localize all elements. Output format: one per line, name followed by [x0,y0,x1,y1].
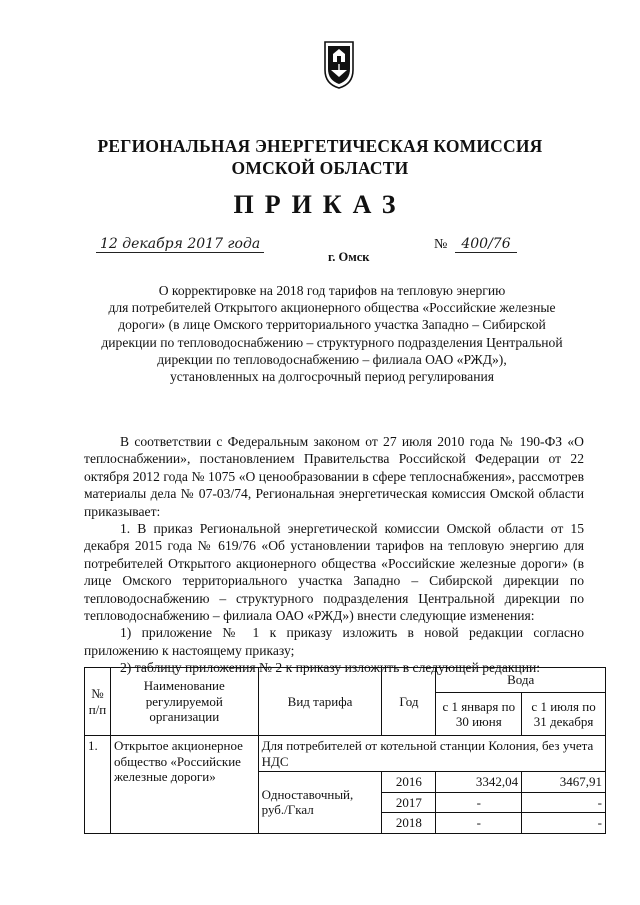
subject-line: дороги» (в лице Омского территориального участка Западно – Сибирской [118,317,546,333]
row-value-h1: - [436,792,522,813]
header-tariff-type: Вид тарифа [258,668,382,736]
header-year: Год [382,668,436,736]
subject-line: дирекции по тепловодоснабжению – структурного подразделения Центральной [101,334,563,350]
row-value-h2: 3467,91 [522,772,606,793]
document-type-title: ПРИКАЗ [233,190,407,219]
order-subject [80,282,584,385]
row-year: 2018 [382,813,436,834]
subitem-1-paragraph: 1) приложение № 1 к приказу изложить в новой редакции согласно приложению к настоящему приказу; [84,625,584,658]
omsk-coat-of-arms-icon [322,40,356,90]
number-sign: № [434,237,448,252]
header-water: Вода [436,668,606,693]
header-period-2: с 1 июля по 31 декабря [522,693,606,736]
subject-line: О корректировке на 2018 год тарифов на тепловую энергию [158,283,506,298]
order-number [434,236,517,253]
subject-line: дирекции по тепловодоснабжению – филиала ОАО «РЖД»), [157,351,507,367]
order-number-handwritten: 400/76 [455,236,516,253]
order-city: г. Омск [328,250,370,264]
row-year: 2017 [382,792,436,813]
header-num: № п/п [85,668,111,736]
row-year: 2016 [382,772,436,793]
tariff-table [84,667,606,834]
row-tariff-type: Одноставочный, руб./Гкал [258,772,382,834]
header-organization: Наименование регулируемой организации [110,668,258,736]
order-date-handwritten: 12 декабря 2017 года [96,236,264,253]
table-row [85,736,606,772]
header-period-1: с 1 января по 30 июня [436,693,522,736]
row-organization: Открытое акционерное общество «Российские железные дороги» [110,736,258,834]
item-1-paragraph: 1. В приказ Региональной энергетической комиссии Омской области от 15 декабря 2015 года № 619/76 «Об установлении тарифов на тепловую энергию для потребителей Открытого акционерного общества «Российские железные дороги» (в лице Омского территориального участка Западно – Сибирской дирекции по тепловодоснабжению – структурного подразделения Центральной дирекции по тепловодоснабжению – филиала ОАО «РЖД») внести следующие изменения: [84,521,584,624]
row-consumer-note: Для потребителей от котельной станции Колония, без учета НДС [258,736,605,772]
issuer-name-line1: РЕГИОНАЛЬНАЯ ЭНЕРГЕТИЧЕСКАЯ КОМИССИЯ [97,136,543,156]
row-num: 1. [85,736,111,834]
row-value-h1: - [436,813,522,834]
row-value-h1: 3342,04 [436,772,522,793]
preamble-paragraph: В соответствии с Федеральным законом от 27 июля 2010 года № 190-ФЗ «О теплоснабжении», постановлением Правительства Российской Федерации от 22 октября 2012 года № 1075 «О ценообразовании в сфере теплоснабжения», рассмотрев материалы дела № 07-03/74, Региональная энергетическая комиссия Омской области приказывает: [84,434,584,519]
row-value-h2: - [522,792,606,813]
subject-line: для потребителей Открытого акционерного общества «Российские железные [108,300,556,316]
subitem-2-paragraph: 2) таблицу приложения № 2 к приказу изложить в следующей редакции: [120,660,541,676]
order-body [84,433,584,677]
table-header-row [85,668,606,693]
issuer-name-line2: ОМСКОЙ ОБЛАСТИ [231,158,409,178]
subject-line: установленных на долгосрочный период регулирования [170,369,494,385]
row-value-h2: - [522,813,606,834]
